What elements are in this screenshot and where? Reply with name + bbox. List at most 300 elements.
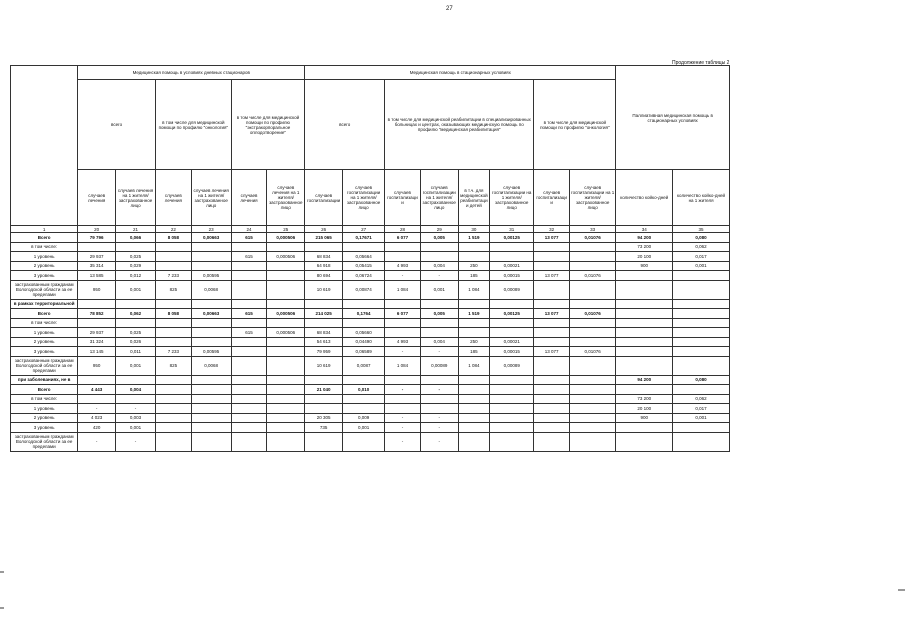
table-cell — [231, 423, 267, 433]
table-cell: 0,000506 — [267, 233, 305, 243]
table-cell — [305, 404, 343, 414]
table-cell — [458, 423, 490, 433]
table-cell — [343, 432, 385, 451]
column-number: 34 — [616, 226, 673, 233]
table-cell — [191, 299, 231, 309]
table-cell: 0,00021 — [490, 337, 534, 347]
table-cell — [191, 261, 231, 271]
table-cell: 73 200 — [616, 242, 673, 252]
subheader: случаев госпитализации — [385, 170, 421, 226]
subheader: в т.ч. для медицинской реабилитации детей — [458, 170, 490, 226]
table-cell — [267, 404, 305, 414]
table-cell: 950 — [78, 280, 116, 299]
table-cell — [231, 271, 267, 281]
table-cell: 4 993 — [385, 261, 421, 271]
table-cell — [156, 423, 192, 433]
table-cell — [616, 337, 673, 347]
table-cell: 0,06589 — [343, 347, 385, 357]
table-cell: 0,004 — [420, 261, 458, 271]
table-cell: 0,05415 — [343, 261, 385, 271]
table-row — [11, 252, 730, 262]
table-cell — [673, 356, 730, 375]
table-cell: 0,000506 — [267, 252, 305, 262]
table-cell — [343, 299, 385, 309]
subheader: случаев госпитализации на 1 жителя/застрахованное лицо — [343, 170, 385, 226]
table-cell — [534, 299, 570, 309]
table-cell — [458, 252, 490, 262]
row-label: 2 уровень — [11, 413, 78, 423]
table-cell: 8 058 — [156, 233, 192, 243]
table-cell — [570, 432, 616, 451]
table-cell — [616, 385, 673, 395]
header-day-total: всего — [78, 80, 156, 170]
table-cell — [673, 328, 730, 338]
table-cell — [191, 423, 231, 433]
table-cell: 0,00089 — [490, 356, 534, 375]
table-cell — [156, 242, 192, 252]
table-cell: - — [420, 271, 458, 281]
table-cell — [570, 413, 616, 423]
table-cell: 13 077 — [534, 309, 570, 319]
table-cell — [490, 328, 534, 338]
table-cell — [305, 242, 343, 252]
subheader: случаев госпитализации на 1 жителя/застрахованное лицо — [420, 170, 458, 226]
table-cell — [534, 356, 570, 375]
table-cell — [385, 404, 421, 414]
table-cell: 0,01076 — [570, 347, 616, 357]
table-cell — [458, 318, 490, 328]
table-cell: - — [385, 347, 421, 357]
subheader: случаев госпитализации — [534, 170, 570, 226]
table-cell — [78, 242, 116, 252]
table-cell — [156, 328, 192, 338]
table-cell: 0,01076 — [570, 309, 616, 319]
table-cell — [267, 375, 305, 385]
table-cell — [231, 280, 267, 299]
table-cell: 0,00089 — [420, 356, 458, 375]
subheader: случаев лечения — [231, 170, 267, 226]
table-cell — [534, 318, 570, 328]
table-cell — [231, 356, 267, 375]
table-cell — [570, 252, 616, 262]
subheader: случаев лечения — [78, 170, 116, 226]
table-cell — [116, 242, 156, 252]
table-cell: 0,001 — [420, 280, 458, 299]
table-cell: 0,00595 — [191, 347, 231, 357]
column-number: 30 — [458, 226, 490, 233]
table-cell — [420, 318, 458, 328]
column-number: 20 — [78, 226, 116, 233]
table-cell: - — [385, 413, 421, 423]
column-number: 27 — [343, 226, 385, 233]
table-cell — [385, 394, 421, 404]
table-cell: 20 305 — [305, 413, 343, 423]
table-cell: 0,00125 — [490, 233, 534, 243]
table-cell — [490, 375, 534, 385]
table-cell — [191, 385, 231, 395]
table-cell — [570, 242, 616, 252]
table-cell — [616, 299, 673, 309]
row-label: в рамках территориальной — [11, 299, 78, 309]
table-cell: 0,001 — [673, 413, 730, 423]
table-cell — [570, 356, 616, 375]
table-cell — [534, 242, 570, 252]
table-cell: 1 084 — [385, 356, 421, 375]
table-cell — [78, 375, 116, 385]
table-cell — [231, 413, 267, 423]
table-cell: - — [385, 271, 421, 281]
table-cell: 0,029 — [116, 261, 156, 271]
table-cell — [420, 242, 458, 252]
table-row — [11, 375, 730, 385]
table-cell: 1 084 — [385, 280, 421, 299]
table-cell — [78, 299, 116, 309]
table-cell: 0,17671 — [343, 233, 385, 243]
table-cell: 0,001 — [343, 423, 385, 433]
table-cell — [616, 328, 673, 338]
table-cell — [191, 242, 231, 252]
table-cell: - — [78, 432, 116, 451]
table-cell: 0,0068 — [191, 280, 231, 299]
column-number: 28 — [385, 226, 421, 233]
table-cell: 1 519 — [458, 233, 490, 243]
table-cell: 0,062 — [673, 394, 730, 404]
table-cell: 250 — [458, 337, 490, 347]
table-cell: 0,000506 — [267, 328, 305, 338]
table-cell: 21 040 — [305, 385, 343, 395]
table-cell: - — [420, 385, 458, 395]
table-cell — [534, 404, 570, 414]
table-cell — [267, 337, 305, 347]
table-cell: 1 084 — [458, 280, 490, 299]
table-cell — [570, 299, 616, 309]
header-stat-rehab: в том числе для медицинской реабилитации в специализированных больницах и центрах, оказывающих медицинскую помощь по профилю "медицинская реабилитация" — [385, 80, 534, 170]
table-row — [11, 280, 730, 299]
table-cell — [534, 385, 570, 395]
table-cell — [231, 375, 267, 385]
table-cell — [267, 385, 305, 395]
table-cell — [534, 394, 570, 404]
table-cell: 0,010 — [343, 385, 385, 395]
column-number: 25 — [267, 226, 305, 233]
row-label: в том числе: — [11, 318, 78, 328]
table-cell — [490, 299, 534, 309]
table-cell: 4 993 — [385, 337, 421, 347]
column-number: 22 — [156, 226, 192, 233]
table-cell — [458, 385, 490, 395]
table-cell: 79 959 — [305, 347, 343, 357]
table-cell — [534, 432, 570, 451]
table-cell — [673, 385, 730, 395]
table-cell: - — [78, 404, 116, 414]
row-label: 3 уровень — [11, 423, 78, 433]
row-label: 3 уровень — [11, 347, 78, 357]
subheader: случаев госпитализации на 1 жителя/застрахованное лицо — [570, 170, 616, 226]
subheader: количество койко-дней на 1 жителя — [673, 170, 730, 226]
table-cell: 20 100 — [616, 404, 673, 414]
table-cell — [116, 318, 156, 328]
table-cell: 29 937 — [78, 328, 116, 338]
table-cell: 29 937 — [78, 252, 116, 262]
table-cell: 0,080 — [673, 233, 730, 243]
table-cell — [570, 423, 616, 433]
table-cell: - — [420, 423, 458, 433]
table-cell — [156, 385, 192, 395]
row-label: 1 уровень — [11, 252, 78, 262]
row-label: 2 уровень — [11, 337, 78, 347]
table-cell: 900 — [616, 413, 673, 423]
table-cell — [673, 337, 730, 347]
table-cell — [673, 347, 730, 357]
table-cell — [385, 318, 421, 328]
table-cell: 900 — [616, 261, 673, 271]
table-cell: 78 852 — [78, 309, 116, 319]
table-cell: 0,000506 — [267, 309, 305, 319]
table-cell: - — [420, 347, 458, 357]
table-cell: 35 314 — [78, 261, 116, 271]
table-cell — [570, 280, 616, 299]
table-cell — [673, 432, 730, 451]
table-cell: 8 058 — [156, 309, 192, 319]
table-cell — [570, 385, 616, 395]
table-cell — [616, 432, 673, 451]
table-cell — [156, 413, 192, 423]
table-cell: 0,004 — [420, 337, 458, 347]
table-cell — [191, 432, 231, 451]
table-cell: 0,01076 — [570, 271, 616, 281]
table-cell — [458, 328, 490, 338]
table-cell — [231, 337, 267, 347]
table-cell — [673, 309, 730, 319]
table-cell: 615 — [231, 233, 267, 243]
table-cell: 0,066 — [116, 233, 156, 243]
table-cell — [267, 394, 305, 404]
table-cell — [490, 318, 534, 328]
subheader: случаев госпитализации — [305, 170, 343, 226]
table-cell — [191, 318, 231, 328]
table-cell — [616, 347, 673, 357]
table-cell — [534, 328, 570, 338]
table-cell — [156, 261, 192, 271]
table-cell: 73 200 — [616, 394, 673, 404]
page-number: 27 — [446, 6, 453, 12]
row-label: в том числе: — [11, 394, 78, 404]
table-cell — [267, 242, 305, 252]
table-cell — [490, 404, 534, 414]
column-number: 21 — [116, 226, 156, 233]
header-stat-onco: в том числе для медицинской помощи по профилю "онкология" — [534, 80, 616, 170]
header-palliative: Паллиативная медицинская помощь в стационарных условиях — [616, 66, 730, 170]
table-cell: 0,0068 — [191, 356, 231, 375]
table-cell — [490, 413, 534, 423]
table-row — [11, 309, 730, 319]
table-cell: - — [420, 413, 458, 423]
table-cell — [616, 356, 673, 375]
table-cell — [420, 299, 458, 309]
row-label: 1 уровень — [11, 328, 78, 338]
table-cell — [267, 318, 305, 328]
row-label: 2 уровень — [11, 261, 78, 271]
table-cell: 94 200 — [616, 375, 673, 385]
table-cell: 214 025 — [305, 309, 343, 319]
table-cell — [231, 432, 267, 451]
table-cell: 0,004 — [116, 385, 156, 395]
table-cell: 0,05664 — [343, 252, 385, 262]
table-cell: 31 324 — [78, 337, 116, 347]
table-cell — [267, 347, 305, 357]
row-label: застрахованным гражданам Вологодской области за ее пределами — [11, 280, 78, 299]
subheader: случаев лечения на 1 жителя/застрахованное лицо — [116, 170, 156, 226]
table-cell: 10 619 — [305, 356, 343, 375]
table-cell — [458, 432, 490, 451]
table-cell — [231, 394, 267, 404]
table-cell — [191, 413, 231, 423]
table-cell — [490, 385, 534, 395]
table-cell — [420, 404, 458, 414]
table-cell: 13 145 — [78, 347, 116, 357]
table-row — [11, 423, 730, 433]
table-cell — [458, 413, 490, 423]
table-cell — [385, 299, 421, 309]
column-number: 35 — [673, 226, 730, 233]
corner-cell — [11, 66, 78, 226]
row-label: Всего — [11, 309, 78, 319]
table-row — [11, 337, 730, 347]
table-cell: 7 233 — [156, 271, 192, 281]
table-cell — [156, 252, 192, 262]
table-cell — [570, 375, 616, 385]
table-cell — [267, 299, 305, 309]
table-cell: 0,00663 — [191, 233, 231, 243]
table-cell — [156, 337, 192, 347]
table-cell: 0,005 — [420, 309, 458, 319]
table-cell — [305, 318, 343, 328]
table-cell — [490, 432, 534, 451]
table-cell — [231, 299, 267, 309]
table-row — [11, 413, 730, 423]
table-cell — [570, 404, 616, 414]
table-cell: 13 077 — [534, 347, 570, 357]
table-cell: - — [116, 432, 156, 451]
table-row — [11, 271, 730, 281]
table-cell: 0,00015 — [490, 271, 534, 281]
table-cell — [534, 337, 570, 347]
table-row — [11, 347, 730, 357]
table-row — [11, 432, 730, 451]
table-cell: 0,080 — [673, 375, 730, 385]
table-cell — [458, 394, 490, 404]
table-cell: 0,00125 — [490, 309, 534, 319]
table-cell — [616, 280, 673, 299]
table-cell: 0,06724 — [343, 271, 385, 281]
table-cell — [490, 252, 534, 262]
table-cell: 615 — [231, 252, 267, 262]
table-cell — [116, 299, 156, 309]
table-cell: 0,009 — [343, 413, 385, 423]
table-cell — [385, 375, 421, 385]
table-cell — [191, 394, 231, 404]
table-cell: - — [385, 432, 421, 451]
table-cell — [385, 328, 421, 338]
table-cell: 0,062 — [116, 309, 156, 319]
table-cell: 615 — [231, 328, 267, 338]
column-number: 33 — [570, 226, 616, 233]
table-cell — [231, 261, 267, 271]
column-number: 31 — [490, 226, 534, 233]
subheader: случаев госпитализации на 1 жителя/застрахованное лицо — [490, 170, 534, 226]
table-cell: 20 100 — [616, 252, 673, 262]
table-cell — [191, 252, 231, 262]
column-number: 24 — [231, 226, 267, 233]
header-stat-total: всего — [305, 80, 385, 170]
row-label: 1 уровень — [11, 404, 78, 414]
table-cell — [343, 375, 385, 385]
table-cell — [420, 328, 458, 338]
table-cell — [191, 337, 231, 347]
column-number: 32 — [534, 226, 570, 233]
table-cell: 79 796 — [78, 233, 116, 243]
table-cell: 6 077 — [385, 309, 421, 319]
table-cell: 950 — [78, 356, 116, 375]
table-cell: 0,1764 — [343, 309, 385, 319]
table-cell — [343, 242, 385, 252]
table-cell: 10 619 — [305, 280, 343, 299]
table-cell — [570, 261, 616, 271]
table-cell — [305, 375, 343, 385]
table-cell — [267, 271, 305, 281]
table-cell — [673, 271, 730, 281]
table-cell: 0,005 — [420, 233, 458, 243]
table-cell — [231, 318, 267, 328]
table-row — [11, 328, 730, 338]
table-cell: 0,05660 — [343, 328, 385, 338]
table-cell — [534, 252, 570, 262]
table-row — [11, 385, 730, 395]
table-cell: 6 077 — [385, 233, 421, 243]
table-cell: 13 585 — [78, 271, 116, 281]
table-cell: 0,001 — [116, 423, 156, 433]
table-cell — [458, 375, 490, 385]
table-cell — [420, 375, 458, 385]
table-cell — [534, 261, 570, 271]
table-cell — [673, 423, 730, 433]
row-label: в том числе: — [11, 242, 78, 252]
table-cell: 0,001 — [673, 261, 730, 271]
table-cell — [267, 432, 305, 451]
table-row — [11, 404, 730, 414]
table-cell — [343, 404, 385, 414]
table-cell — [616, 423, 673, 433]
table-cell: 54 613 — [305, 337, 343, 347]
table-cell: 4 443 — [78, 385, 116, 395]
table-cell — [116, 394, 156, 404]
row-label: застрахованным гражданам Вологодской области за ее пределами — [11, 356, 78, 375]
table-cell: 0,017 — [673, 404, 730, 414]
table-cell: 185 — [458, 271, 490, 281]
table-cell — [156, 394, 192, 404]
table-cell: 0,011 — [116, 347, 156, 357]
table-cell — [305, 432, 343, 451]
header-inpatient: Медицинская помощь в стационарных условиях — [305, 66, 616, 80]
table-cell — [570, 337, 616, 347]
table-cell — [343, 318, 385, 328]
table-cell: 94 200 — [616, 233, 673, 243]
table-cell — [570, 318, 616, 328]
table-cell — [490, 394, 534, 404]
table-cell — [191, 328, 231, 338]
table-row — [11, 233, 730, 243]
table-cell — [673, 318, 730, 328]
